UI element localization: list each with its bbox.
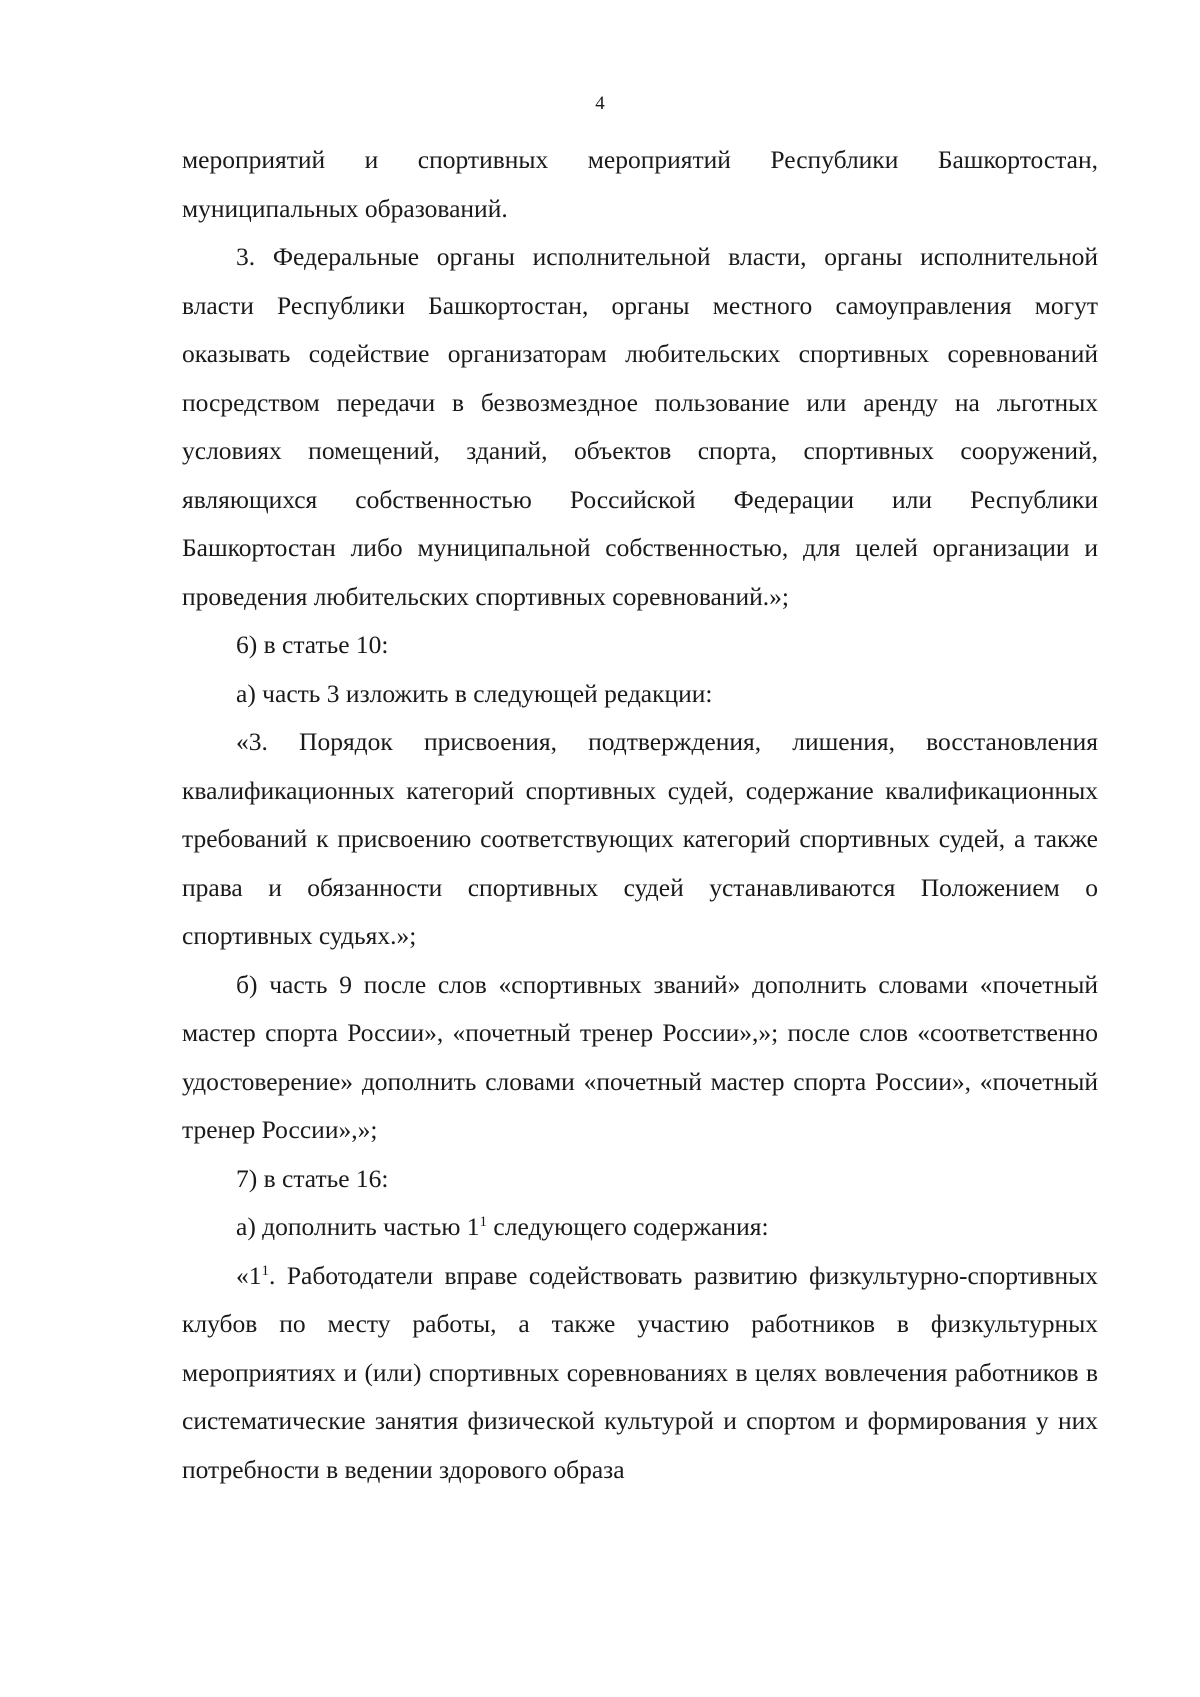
paragraph-text: следующего содержания: bbox=[487, 1212, 769, 1241]
paragraph bbox=[182, 1155, 1098, 1204]
paragraph bbox=[182, 1252, 1098, 1495]
paragraph-text: «3. Порядок присвоения, подтверждения, лишения, восстановления квалификационных категорий спортивных судей, содержание квалификационных требований к присвоению соответствующих категорий спортивных судей, а также права и обязанности спортивных судей устанавливаются Положением о спортивных судьях.»; bbox=[182, 727, 1098, 950]
paragraph bbox=[182, 233, 1098, 621]
paragraph-text: а) дополнить частью 1 bbox=[236, 1212, 480, 1241]
paragraph bbox=[182, 1203, 1098, 1252]
paragraph-text: 7) в статье 16: bbox=[236, 1163, 389, 1193]
document-body bbox=[182, 136, 1098, 1494]
paragraph-text: мероприятий и спортивных мероприятий Республики Башкортостан, муниципальных образований. bbox=[182, 145, 1098, 223]
paragraph bbox=[182, 961, 1098, 1155]
paragraph bbox=[182, 621, 1098, 670]
paragraph-text: . Работодатели вправе содействовать развитию физкультурно-спортивных клубов по месту работы, а также участию работников в физкультурных мероприятиях и (или) спортивных соревнованиях в целях вовлечения работников в систематические занятия физической культурой и спортом и формирования у них потребности в ведении здорового образа bbox=[182, 1260, 1098, 1484]
paragraph-text: «1 bbox=[236, 1260, 262, 1290]
paragraph bbox=[182, 136, 1098, 233]
paragraph bbox=[182, 718, 1098, 961]
paragraph-text: 3. Федеральные органы исполнительной власти, органы исполнительной власти Республики Башкортостан, органы местного самоуправления могут оказывать содействие организаторам любительских спортивных соревнований посредством передачи в безвозмездное пользование или аренду на льготных условиях помещений, зданий, объектов спорта, спортивных сооружений, являющихся собственностью Российской Федерации или Республики Башкортостан либо муниципальной собственностью, для целей организации и проведения любительских спортивных соревнований.»; bbox=[182, 242, 1098, 611]
page-number: 4 bbox=[595, 93, 605, 114]
superscript-text: 1 bbox=[479, 1214, 488, 1230]
superscript-text: 1 bbox=[261, 1262, 269, 1279]
paragraph-text: 6) в статье 10: bbox=[236, 630, 389, 659]
paragraph-text: б) часть 9 после слов «спортивных званий» дополнить словами «почетный мастер спорта России», «почетный тренер России»,»; после слов «соответственно удостоверение» дополнить словами «почетный мастер спорта России», «почетный тренер России»,»; bbox=[182, 969, 1098, 1144]
paragraph bbox=[182, 670, 1098, 719]
paragraph-text: а) часть 3 изложить в следующей редакции: bbox=[236, 678, 713, 708]
